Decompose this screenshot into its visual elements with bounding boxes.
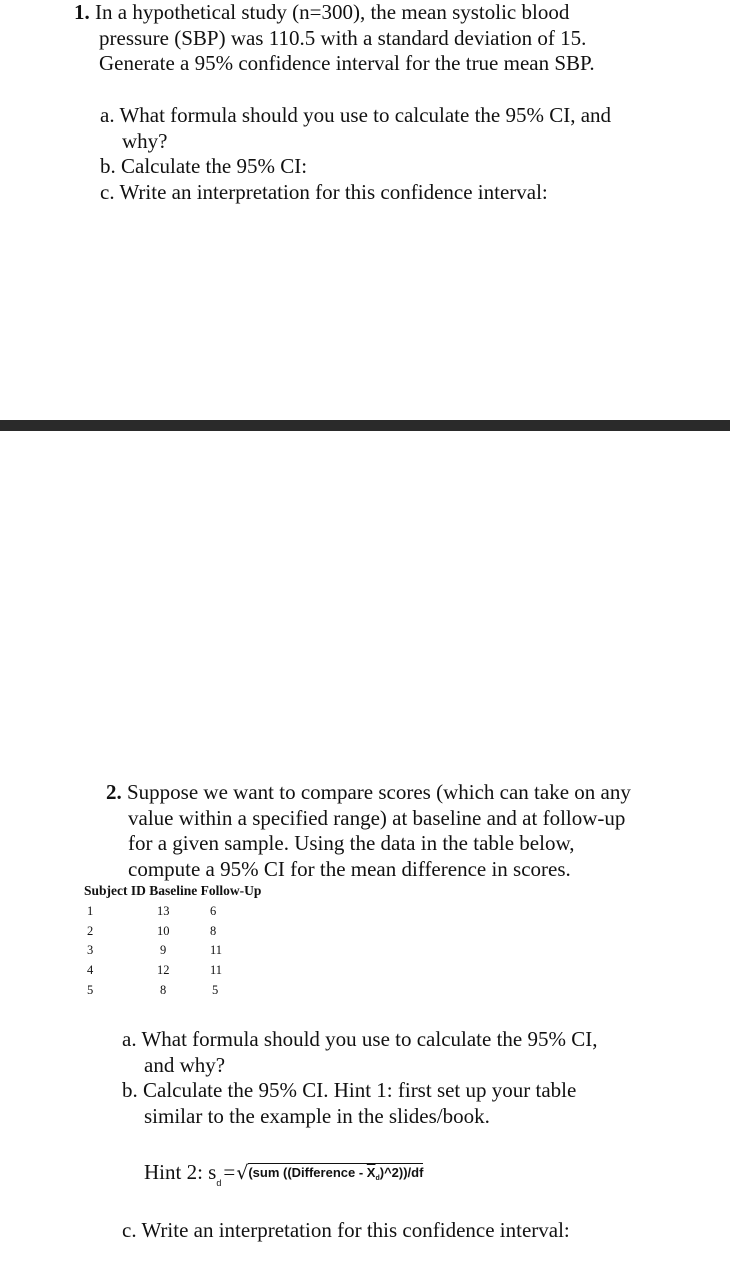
cell-subject-id: 3: [87, 943, 94, 957]
q2-parts: [122, 1027, 722, 1129]
header-baseline: Baseline: [149, 883, 198, 898]
cell-follow-up: 11: [210, 943, 223, 957]
cell-subject-id: 1: [87, 904, 94, 918]
header-follow-up: Follow-Up: [200, 883, 262, 898]
cell-baseline: 8: [160, 983, 167, 997]
q2-line4: compute a 95% CI for the mean difference in scores.: [128, 856, 571, 881]
q1-part-a: a. What formula should you use to calculate the 95% CI, and: [100, 103, 612, 127]
q1-line3: Generate a 95% confidence interval for the true mean SBP.: [99, 51, 595, 75]
q1-part-c: c. Write an interpretation for this confidence interval:: [100, 179, 548, 204]
hint2-equals: =: [223, 1160, 236, 1184]
q2-part-b-cont: similar to the example in the slides/book.: [144, 1103, 490, 1128]
q2-line2: value within a specified range) at baseline and at follow-up: [128, 805, 626, 830]
hint2-formula-part-a: (sum ((Difference -: [248, 1165, 367, 1180]
q1-number: 1.: [74, 0, 90, 24]
q2-line3: for a given sample. Using the data in the table below,: [128, 831, 575, 855]
header-subject-id: Subject ID: [84, 883, 146, 898]
hint2-radicand: [248, 1163, 423, 1180]
hint2-xbar-sub: d: [375, 1175, 380, 1182]
cell-follow-up: 11: [210, 963, 223, 977]
table-header: [84, 883, 261, 899]
hint2-xbar: $\overline{X}$: [366, 1165, 376, 1180]
q2-part-b: b. Calculate the 95% CI. Hint 1: first set up your table: [122, 1078, 577, 1102]
sqrt-icon: √: [236, 1162, 249, 1184]
q1-parts: [100, 103, 720, 205]
hint2-formula: [144, 1160, 423, 1194]
hint2-label: Hint 2: s: [144, 1160, 217, 1184]
cell-baseline: 13: [157, 904, 170, 918]
hint2-formula-part-b: )^2))/df: [379, 1165, 424, 1180]
cell-follow-up: 8: [210, 924, 217, 938]
cell-subject-id: 2: [87, 924, 94, 938]
q1-line2: pressure (SBP) was 110.5 with a standard deviation of 15.: [99, 25, 587, 50]
q2-part-c: c. Write an interpretation for this confidence interval:: [122, 1218, 570, 1242]
q2-line1: [106, 780, 716, 806]
q1-part-a-cont: why?: [122, 128, 168, 153]
cell-subject-id: 5: [87, 983, 94, 997]
q2-block: [106, 780, 716, 882]
cell-baseline: 10: [157, 924, 170, 938]
cell-follow-up: 6: [210, 904, 217, 918]
q2-line1-text: Suppose we want to compare scores (which can take on any: [127, 780, 631, 804]
q1-line1-text: In a hypothetical study (n=300), the mean systolic blood: [95, 0, 570, 24]
q1-block: [74, 0, 714, 77]
cell-baseline: 12: [157, 963, 170, 977]
page-divider: [0, 420, 730, 431]
q2-number: 2.: [106, 780, 122, 804]
q1-part-b: b. Calculate the 95% CI:: [100, 154, 308, 178]
scores-table: [84, 883, 304, 1003]
q2-part-a-cont: and why?: [144, 1052, 226, 1077]
q2-part-a: a. What formula should you use to calculate the 95% CI,: [122, 1027, 598, 1051]
q1-line1: [74, 0, 714, 26]
hint2-subscript: d: [216, 1178, 222, 1188]
cell-follow-up: 5: [212, 983, 219, 997]
cell-baseline: 9: [160, 943, 167, 957]
cell-subject-id: 4: [87, 963, 94, 977]
